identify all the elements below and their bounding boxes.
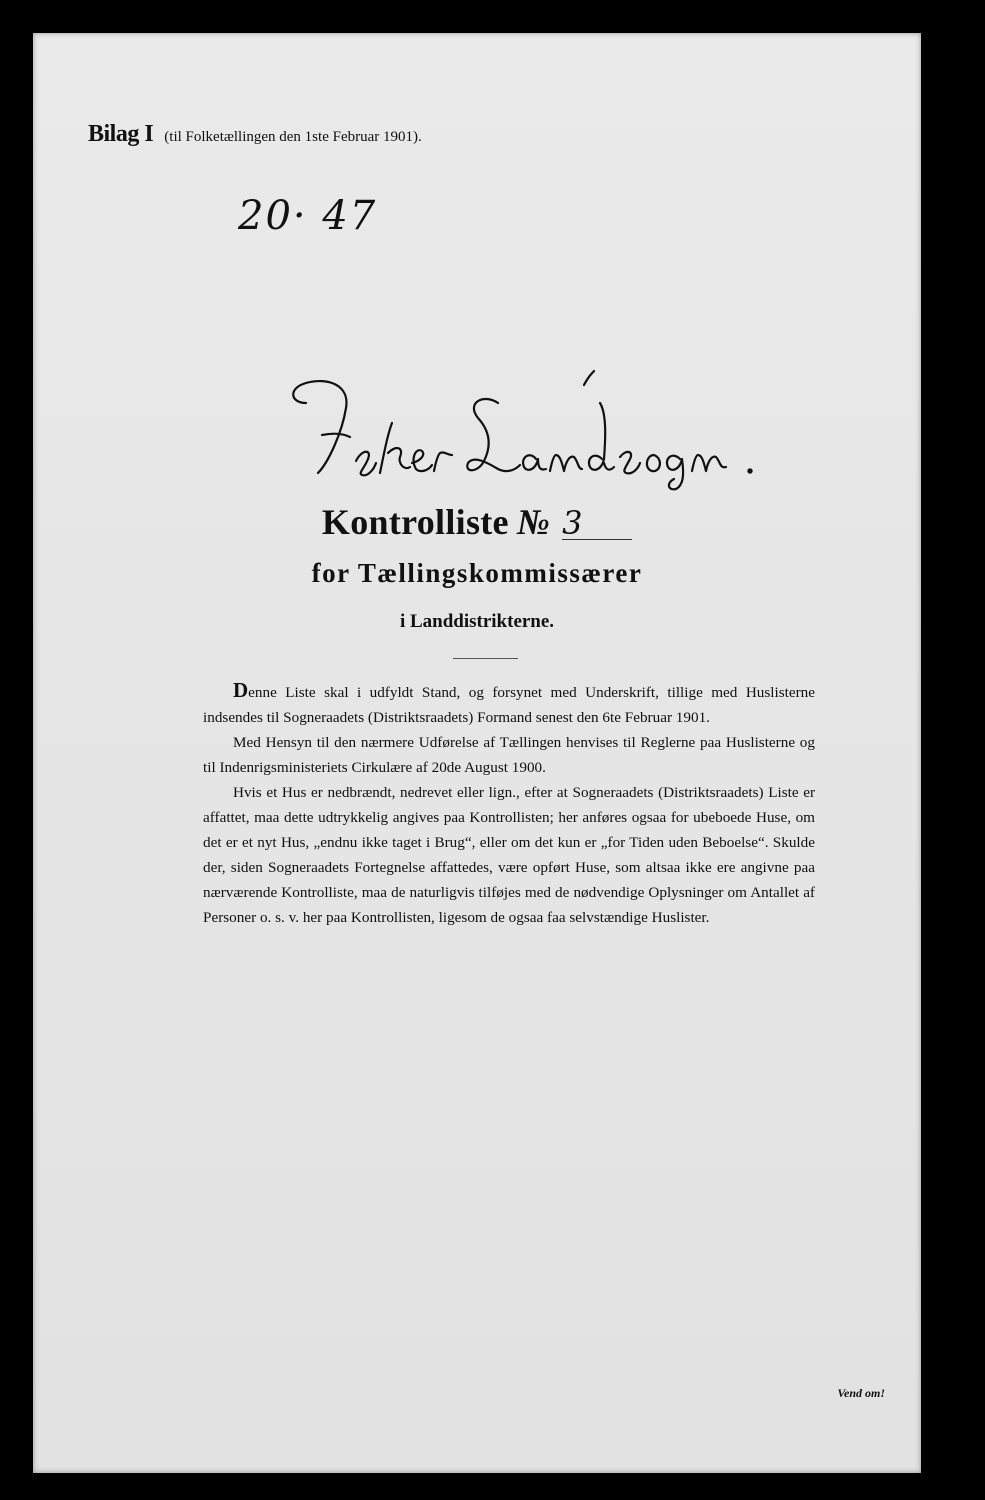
title-text: Kontrolliste	[321, 502, 509, 542]
bilag-subtitle: (til Folketællingen den 1ste Februar 1901).	[164, 129, 422, 145]
turn-over-note: Vend om!	[837, 1386, 885, 1400]
paragraph-1-text: enne Liste skal i udfyldt Stand, og forsynet med Underskrift, tillige med Huslisterne indsendes til Sogneraadets (Distriktsraadets) Formand senest den 6te Februar 1901.	[203, 684, 815, 726]
instructions-body	[203, 678, 815, 930]
handwritten-number: 20· 47	[238, 193, 378, 239]
document-title	[33, 501, 921, 543]
header-line	[88, 121, 422, 148]
dropcap-letter: D	[233, 678, 249, 702]
number-sign: №	[516, 502, 551, 542]
instruction-paragraph-1	[203, 678, 815, 730]
bilag-label: Bilag I	[88, 121, 154, 147]
document-subtitle-2: i Landdistrikterne.	[399, 611, 555, 632]
list-number-field: 3	[562, 507, 632, 540]
scan-speck	[448, 8, 451, 11]
instruction-paragraph-2: Med Hensyn til den nærmere Udførelse af Tællingen henvises til Reglerne paa Huslisterne og til Indenrigsministeriets Cirkulære af 20de August 1900.	[203, 734, 815, 776]
document-subtitle: for Tællingskommissærer	[311, 558, 643, 588]
handwritten-place-name	[288, 363, 768, 493]
instruction-paragraph-3: Hvis et Hus er nedbrændt, nedrevet eller lign., efter at Sogneraadets (Distriktsraadets) Liste er affattet, maa dette udtrykkelig angives paa Kontrollisten; her anføres ogsaa for ubeboede Huse, om det er et nyt Hus, „endnu ikke taget i Brug“, eller om det kun er „for Tiden uden Beboelse“. Skulde der, siden Sogneraadets Fortegnelse affattedes, være opført Huse, som altsaa ikke ere angivne paa nærværende Kontrolliste, maa de naturligvis tilføjes med de nødvendige Oplysninger om Antallet af Personer o. s. v. her paa Kontrollisten, ligesom de ogsaa faa selvstændige Huslister.	[203, 784, 815, 926]
divider-rule	[453, 658, 518, 659]
document-paper	[33, 33, 921, 1473]
